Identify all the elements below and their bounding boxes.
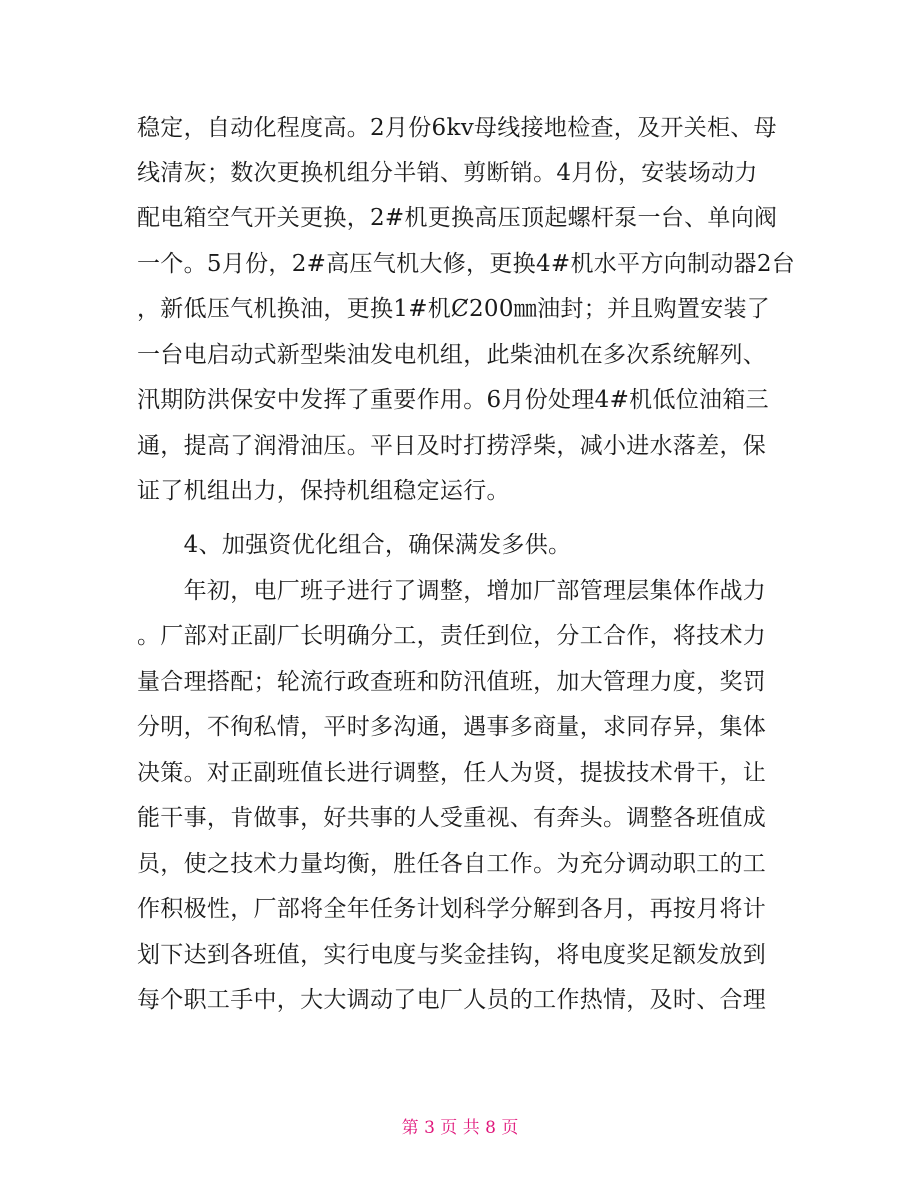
body-text-line: 证了机组出力，保持机组稳定运行。 (137, 478, 510, 504)
body-text-line: ，新低压气机换油，更换1#机Ȼ200㎜油封；并且购置安装了 (137, 296, 771, 322)
body-text-line: 年初，电厂班子进行了调整，增加厂部管理层集体作战力 (137, 578, 767, 604)
body-text-line: 划下达到各班值，实行电度与奖金挂钩，将电度奖足额发放到 (137, 942, 767, 968)
body-text-line: 能干事，肯做事，好共事的人受重视、有奔头。调整各班值成 (137, 805, 767, 831)
body-text-line: 配电箱空气开关更换，2#机更换高压顶起螺杆泵一台、单向阀 (137, 205, 778, 231)
body-text-line: 量合理搭配；轮流行政查班和防汛值班，加大管理力度，奖罚 (137, 669, 767, 695)
body-text-line: 汛期防洪保安中发挥了重要作用。6月份处理4#机低位油箱三 (137, 387, 769, 413)
body-text-line: 线清灰；数次更换机组分半销、剪断销。4月份，安装场动力 (137, 160, 758, 186)
body-text-line: 员，使之技术力量均衡，胜任各自工作。为充分调动职工的工 (137, 851, 767, 877)
page-number-footer: 第 3 页 共 8 页 (401, 1118, 519, 1138)
body-text-line: 通，提高了润滑油压。平日及时打捞浮柴，减小进水落差，保 (137, 433, 767, 459)
body-text-line: 一个。5月份，2#高压气机大修，更换4#机水平方向制动器2台 (137, 251, 796, 277)
body-text-line: 决策。对正副班值长进行调整，任人为贤，提拔技术骨干，让 (137, 760, 767, 786)
body-text-line: 作积极性，厂部将全年任务计划科学分解到各月，再按月将计 (137, 896, 767, 922)
body-text-line: 稳定，自动化程度高。2月份6kv母线接地检查，及开关柜、母 (137, 115, 777, 141)
section-heading: 4、加强资优化组合，确保满发多供。 (137, 532, 572, 558)
body-text-line: 一台电启动式新型柴油发电机组，此柴油机在多次系统解列、 (137, 342, 767, 368)
body-text-line: 分明，不徇私情，平时多沟通，遇事多商量，求同存异，集体 (137, 714, 767, 740)
body-text-line: 。厂部对正副厂长明确分工，责任到位，分工合作，将技术力 (137, 623, 767, 649)
body-text-line: 每个职工手中，大大调动了电厂人员的工作热情，及时、合理 (137, 987, 767, 1013)
